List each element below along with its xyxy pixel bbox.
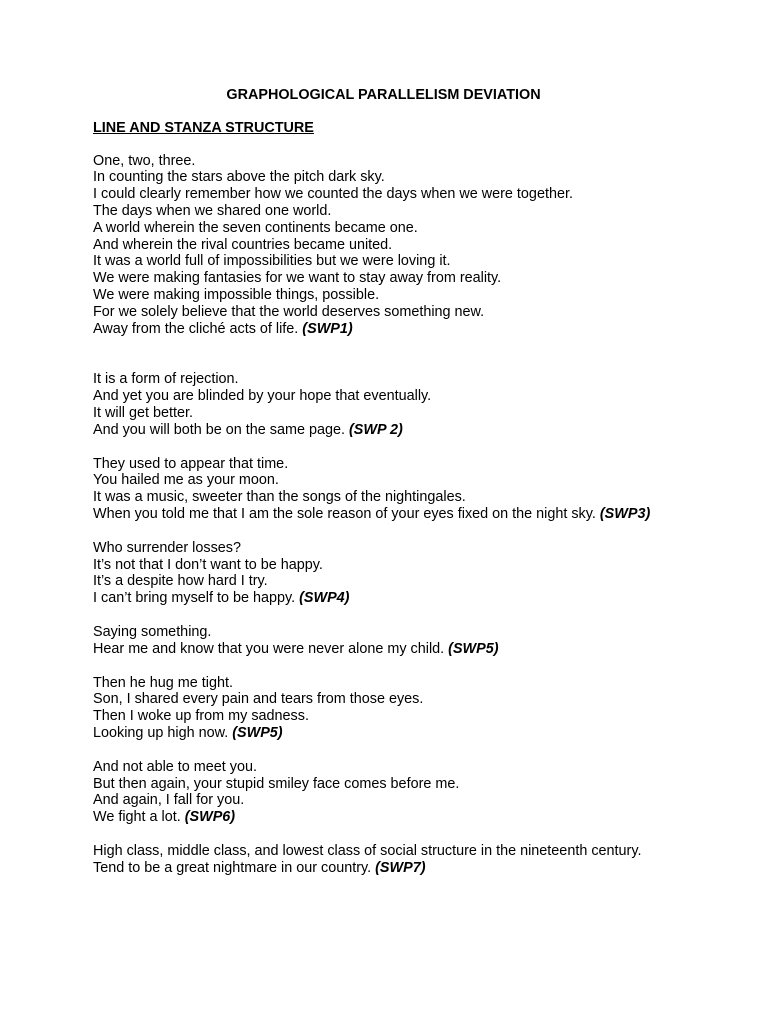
document-title: GRAPHOLOGICAL PARALLELISM DEVIATION — [226, 87, 541, 103]
poem-line-last — [93, 321, 674, 338]
poem-line: And yet you are blinded by your hope that eventually. — [93, 388, 432, 405]
stanza-gap — [93, 439, 674, 456]
poem-line: The days when we shared one world. — [93, 202, 332, 219]
poem-line: In counting the stars above the pitch dark sky. — [93, 169, 385, 186]
poem-line: It’s a despite how hard I try. — [93, 573, 268, 590]
document-body — [93, 86, 674, 876]
stanza-6 — [93, 675, 674, 742]
stanza-gap — [93, 658, 674, 675]
stanza-gap — [93, 523, 674, 540]
poem-line: We were making fantasies for we want to stay away from reality. — [93, 270, 502, 287]
poem-line-last — [93, 422, 674, 439]
stanza-gap — [93, 742, 674, 759]
poem-line-text: When you told me that I am the sole reason of your eyes fixed on the night sky. — [93, 505, 600, 522]
poem-line-text: And you will both be on the same page. — [93, 421, 350, 438]
swp-tag: (SWP 2) — [349, 421, 403, 438]
poem-line: It will get better. — [93, 404, 193, 421]
poem-line: High class, middle class, and lowest class of social structure in the nineteenth century. — [93, 842, 642, 859]
stanza-gap — [93, 337, 674, 371]
poem-line-last — [93, 590, 674, 607]
stanza-gap — [93, 607, 674, 624]
stanza-4 — [93, 540, 674, 607]
stanza-5 — [93, 624, 674, 658]
poem-line: We were making impossible things, possible. — [93, 286, 380, 303]
stanza-7 — [93, 759, 674, 826]
poem-line-last — [93, 860, 674, 877]
stanza-gap — [93, 826, 674, 843]
swp-tag: (SWP6) — [184, 809, 236, 826]
poem-line-last — [93, 506, 674, 523]
poem-line: And wherein the rival countries became united. — [93, 236, 393, 253]
poem-line-last — [93, 809, 674, 826]
poem-line: Then I woke up from my sadness. — [93, 708, 309, 725]
poem-line: Saying something. — [93, 623, 212, 640]
swp-tag: (SWP3) — [599, 505, 651, 522]
poem-line-last — [93, 641, 674, 658]
poem-line: And not able to meet you. — [93, 758, 258, 775]
poem-line: They used to appear that time. — [93, 455, 289, 472]
poem-line: It is a form of rejection. — [93, 371, 239, 388]
swp-tag: (SWP5) — [232, 724, 283, 741]
swp-tag: (SWP1) — [302, 320, 353, 337]
swp-tag: (SWP5) — [448, 640, 499, 657]
stanza-1 — [93, 153, 674, 338]
stanza-8 — [93, 843, 674, 877]
section-heading: LINE AND STANZA STRUCTURE — [93, 119, 314, 136]
poem-line-last — [93, 725, 674, 742]
poem-line-text: We fight a lot. — [93, 809, 185, 826]
poem-line: And again, I fall for you. — [93, 792, 245, 809]
poem-line: A world wherein the seven continents became one. — [93, 219, 418, 236]
swp-tag: (SWP7) — [375, 859, 426, 876]
poem-line: It’s not that I don’t want to be happy. — [93, 556, 323, 573]
poem-line: One, two, three. — [93, 152, 196, 169]
poem-line-text: Tend to be a great nightmare in our country. — [93, 859, 376, 876]
poem-line: It was a music, sweeter than the songs of the nightingales. — [93, 489, 466, 506]
poem-line-text: Away from the cliché acts of life. — [93, 320, 303, 337]
poem-line-text: I can’t bring myself to be happy. — [93, 590, 300, 607]
poem-line: Son, I shared every pain and tears from those eyes. — [93, 691, 424, 708]
poem-line: For we solely believe that the world deserves something new. — [93, 303, 485, 320]
poem-line: It was a world full of impossibilities but we were loving it. — [93, 253, 451, 270]
poem-line: But then again, your stupid smiley face comes before me. — [93, 775, 460, 792]
stanza-3 — [93, 456, 674, 523]
poem-line: Who surrender losses? — [93, 539, 241, 556]
poem-line: Then he hug me tight. — [93, 674, 233, 691]
stanza-2 — [93, 371, 674, 438]
poem-line: You hailed me as your moon. — [93, 472, 279, 489]
poem-line: I could clearly remember how we counted the days when we were together. — [93, 186, 573, 203]
swp-tag: (SWP4) — [299, 590, 350, 607]
poem-line-text: Looking up high now. — [93, 724, 233, 741]
poem-line-text: Hear me and know that you were never alone my child. — [93, 640, 449, 657]
